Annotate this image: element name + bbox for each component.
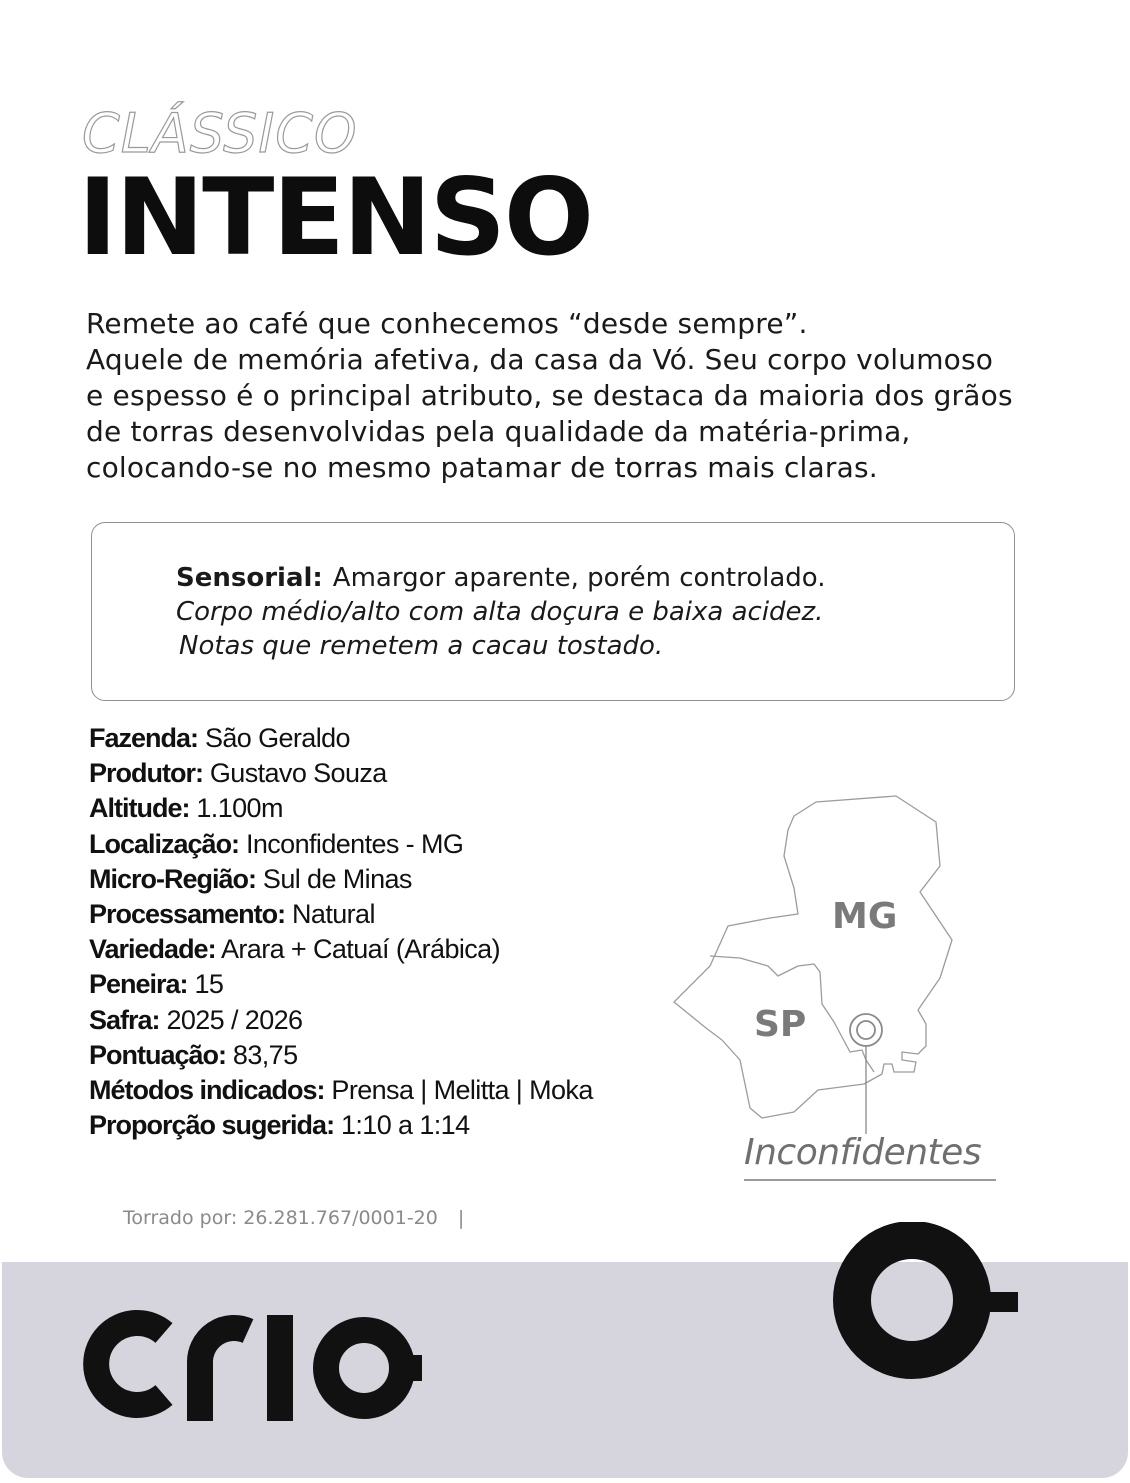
- roaster-info: [123, 1207, 464, 1229]
- sensorial-bitterness: Amargor aparente, porém controlado.: [332, 563, 826, 593]
- spec-value: 15: [194, 969, 224, 1000]
- spec-row-micro-regiao: [89, 862, 593, 897]
- spec-value: Arara + Catuaí (Arábica): [221, 934, 500, 965]
- spec-row-processamento: [89, 897, 593, 932]
- coffee-name: INTENSO: [78, 156, 593, 279]
- description-line: colocando-se no mesmo patamar de torras mais claras.: [86, 451, 878, 484]
- spec-key: Processamento:: [89, 899, 286, 930]
- sensorial-notes: [176, 561, 826, 663]
- spec-value: 2025 / 2026: [166, 1004, 303, 1035]
- roaster-separator: |: [457, 1207, 465, 1229]
- spec-key: Produtor:: [89, 758, 203, 789]
- crio-ring-logo-icon: [832, 1222, 1024, 1380]
- sensorial-first-line: [176, 561, 826, 595]
- spec-value: 1:10 a 1:14: [340, 1110, 470, 1141]
- spec-key: Peneira:: [89, 969, 188, 1000]
- description-line: de torras desenvolvidas pela qualidade da matéria-prima,: [86, 415, 911, 448]
- spec-row-peneira: [89, 967, 593, 1002]
- state-label-sp: SP: [754, 1004, 807, 1045]
- roaster-label: Torrado por:: [123, 1207, 238, 1229]
- sensorial-body: Corpo médio/alto com alta doçura e baixa acidez.: [176, 597, 824, 627]
- region-map: [670, 790, 1010, 1190]
- spec-row-variedade: [89, 932, 593, 967]
- spec-row-safra: [89, 1003, 593, 1038]
- spec-value: Gustavo Souza: [209, 758, 387, 789]
- spec-value: Natural: [292, 899, 375, 930]
- caption-underline: [744, 1179, 996, 1181]
- coffee-description: [86, 306, 1076, 486]
- spec-row-pontuacao: [89, 1038, 593, 1073]
- spec-row-proporcao: [89, 1108, 593, 1143]
- sensorial-notes-line: Notas que remetem a cacau tostado.: [179, 631, 664, 661]
- state-label-mg: MG: [832, 896, 898, 937]
- description-line: e espesso é o principal atributo, se destaca da maioria dos grãos: [86, 379, 1013, 412]
- spec-row-metodos: [89, 1073, 593, 1108]
- spec-row-altitude: [89, 791, 593, 826]
- spec-key: Safra:: [89, 1004, 160, 1035]
- spec-key: Variedade:: [89, 934, 216, 965]
- crio-wordmark-logo: [82, 1305, 427, 1425]
- description-line: Aquele de memória afetiva, da casa da Vó. Seu corpo volumoso: [86, 343, 994, 376]
- coffee-specs-list: [89, 721, 593, 1143]
- spec-key: Micro-Região:: [89, 863, 257, 894]
- spec-row-produtor: [89, 756, 593, 791]
- spec-key: Localização:: [89, 828, 240, 859]
- description-line: Remete ao café que conhecemos “desde sempre”.: [86, 307, 808, 340]
- spec-value: 1.100m: [196, 793, 283, 824]
- spec-value: 83,75: [232, 1039, 298, 1070]
- spec-key: Pontuação:: [89, 1039, 227, 1070]
- location-ring-icon: [850, 1014, 882, 1134]
- sensorial-label: Sensorial:: [176, 563, 323, 593]
- spec-key: Altitude:: [89, 793, 190, 824]
- spec-key: Fazenda:: [89, 723, 199, 753]
- spec-value: Prensa | Melitta | Moka: [331, 1075, 593, 1106]
- spec-row-localizacao: [89, 827, 593, 862]
- spec-value: São Geraldo: [204, 723, 350, 753]
- roaster-cnpj: 26.281.767/0001-20: [243, 1207, 438, 1229]
- roast-category: CLÁSSICO: [82, 102, 358, 165]
- location-caption: Inconfidentes: [744, 1132, 982, 1173]
- spec-value: Sul de Minas: [262, 863, 412, 894]
- spec-value: Inconfidentes - MG: [245, 828, 464, 859]
- spec-key: Métodos indicados:: [89, 1075, 325, 1106]
- sensorial-box: [91, 522, 1015, 701]
- spec-row-fazenda: [89, 721, 593, 756]
- spec-key: Proporção sugerida:: [89, 1110, 335, 1141]
